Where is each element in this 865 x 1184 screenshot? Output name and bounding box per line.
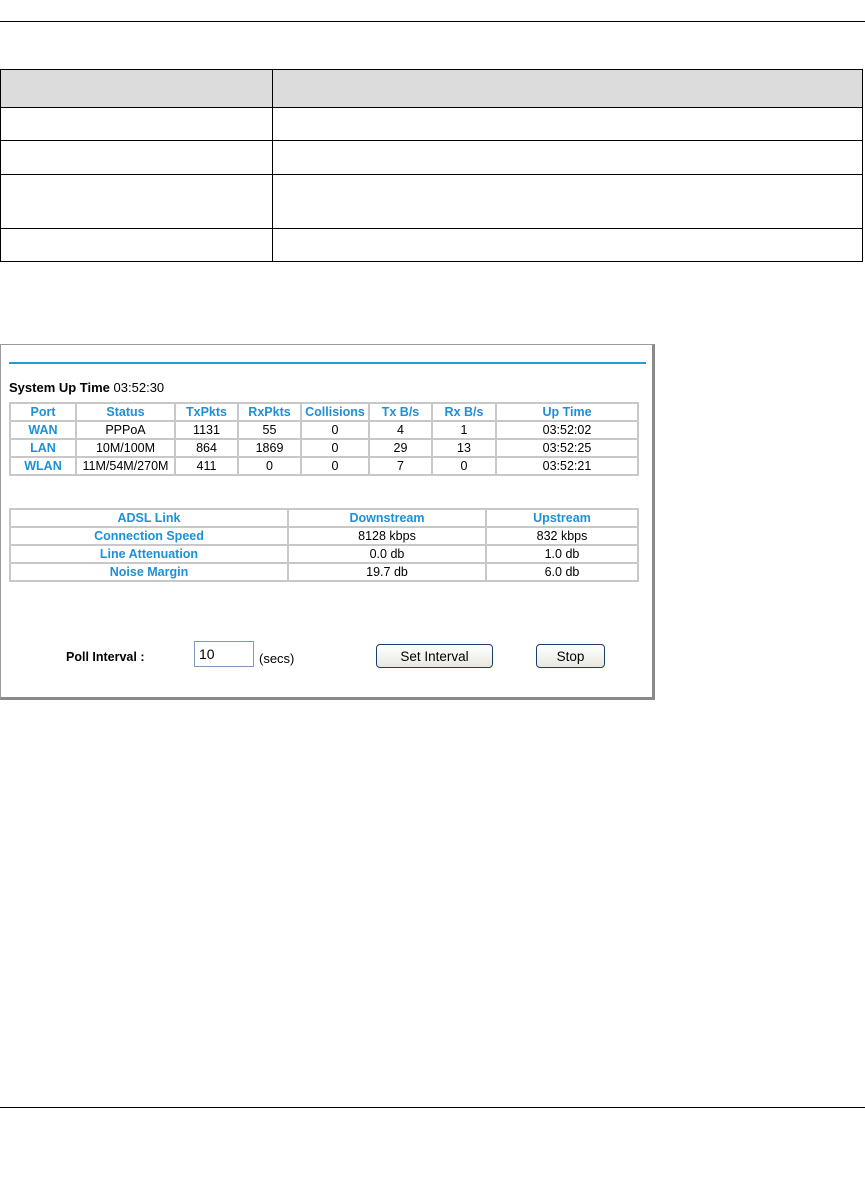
table-row xyxy=(10,545,638,563)
table-cell: 6.0 db xyxy=(486,563,638,581)
table-cell: 0 xyxy=(301,457,369,475)
column-header-txpkts: TxPkts xyxy=(175,403,238,421)
table-cell: 19.7 db xyxy=(288,563,486,581)
table-cell: 0 xyxy=(301,439,369,457)
table-cell: 411 xyxy=(175,457,238,475)
column-header-collisions: Collisions xyxy=(301,403,369,421)
router-statistics-panel xyxy=(0,344,655,700)
table-cell: 0 xyxy=(432,457,496,475)
system-up-time xyxy=(9,380,164,395)
adsl-row-label: Connection Speed xyxy=(10,527,288,545)
table-row xyxy=(10,439,638,457)
set-interval-button[interactable]: Set Interval xyxy=(376,644,493,668)
table-cell: 1.0 db xyxy=(486,545,638,563)
document-table-cell xyxy=(273,175,863,229)
column-header-up-time: Up Time xyxy=(496,403,638,421)
adsl-link-table xyxy=(9,508,639,582)
table-row xyxy=(10,457,638,475)
table-cell: 864 xyxy=(175,439,238,457)
table-cell: 11M/54M/270M xyxy=(76,457,175,475)
column-header-rx-bps: Rx B/s xyxy=(432,403,496,421)
document-table-row xyxy=(1,141,863,175)
table-cell: 03:52:02 xyxy=(496,421,638,439)
table-cell: 10M/100M xyxy=(76,439,175,457)
adsl-table-header-row xyxy=(10,509,638,527)
table-cell: 0 xyxy=(238,457,301,475)
table-row xyxy=(10,563,638,581)
header-rule xyxy=(0,21,865,22)
table-cell: 13 xyxy=(432,439,496,457)
document-table-cell xyxy=(1,70,273,108)
port-label-wan: WAN xyxy=(10,421,76,439)
column-header-rxpkts: RxPkts xyxy=(238,403,301,421)
table-cell: 0 xyxy=(301,421,369,439)
poll-interval-input[interactable] xyxy=(194,641,254,667)
adsl-row-label: Noise Margin xyxy=(10,563,288,581)
table-cell: PPPoA xyxy=(76,421,175,439)
document-table-cell xyxy=(1,175,273,229)
poll-interval-unit: (secs) xyxy=(259,651,295,666)
column-header-port: Port xyxy=(10,403,76,421)
port-statistics-table xyxy=(9,402,639,476)
document-table-cell xyxy=(1,141,273,175)
table-cell: 03:52:21 xyxy=(496,457,638,475)
column-header-downstream: Downstream xyxy=(288,509,486,527)
panel-title-rule xyxy=(9,362,646,364)
table-cell: 1 xyxy=(432,421,496,439)
document-table-cell xyxy=(273,70,863,108)
document-table-row xyxy=(1,175,863,229)
document-table-cell xyxy=(1,229,273,262)
table-cell: 03:52:25 xyxy=(496,439,638,457)
document-table-cell xyxy=(273,141,863,175)
port-label-lan: LAN xyxy=(10,439,76,457)
adsl-row-label: Line Attenuation xyxy=(10,545,288,563)
table-cell: 8128 kbps xyxy=(288,527,486,545)
port-label-wlan: WLAN xyxy=(10,457,76,475)
document-table-cell xyxy=(273,108,863,141)
table-row xyxy=(10,421,638,439)
table-cell: 55 xyxy=(238,421,301,439)
system-up-time-label: System Up Time xyxy=(9,380,110,395)
document-table xyxy=(0,69,863,262)
table-cell: 0.0 db xyxy=(288,545,486,563)
column-header-adsl-link: ADSL Link xyxy=(10,509,288,527)
table-cell: 832 kbps xyxy=(486,527,638,545)
table-row xyxy=(10,527,638,545)
column-header-upstream: Upstream xyxy=(486,509,638,527)
table-cell: 1131 xyxy=(175,421,238,439)
document-table-cell xyxy=(273,229,863,262)
system-up-time-value: 03:52:30 xyxy=(113,380,165,395)
stop-button[interactable]: Stop xyxy=(536,644,605,668)
footer-rule xyxy=(0,1107,865,1108)
column-header-tx-bps: Tx B/s xyxy=(369,403,432,421)
column-header-status: Status xyxy=(76,403,175,421)
document-table-cell xyxy=(1,108,273,141)
table-cell: 7 xyxy=(369,457,432,475)
table-cell: 4 xyxy=(369,421,432,439)
document-table-row xyxy=(1,229,863,262)
port-table-header-row xyxy=(10,403,638,421)
document-table-row xyxy=(1,108,863,141)
document-table-header-row xyxy=(1,70,863,108)
poll-interval-label: Poll Interval : xyxy=(66,650,145,664)
table-cell: 1869 xyxy=(238,439,301,457)
table-cell: 29 xyxy=(369,439,432,457)
